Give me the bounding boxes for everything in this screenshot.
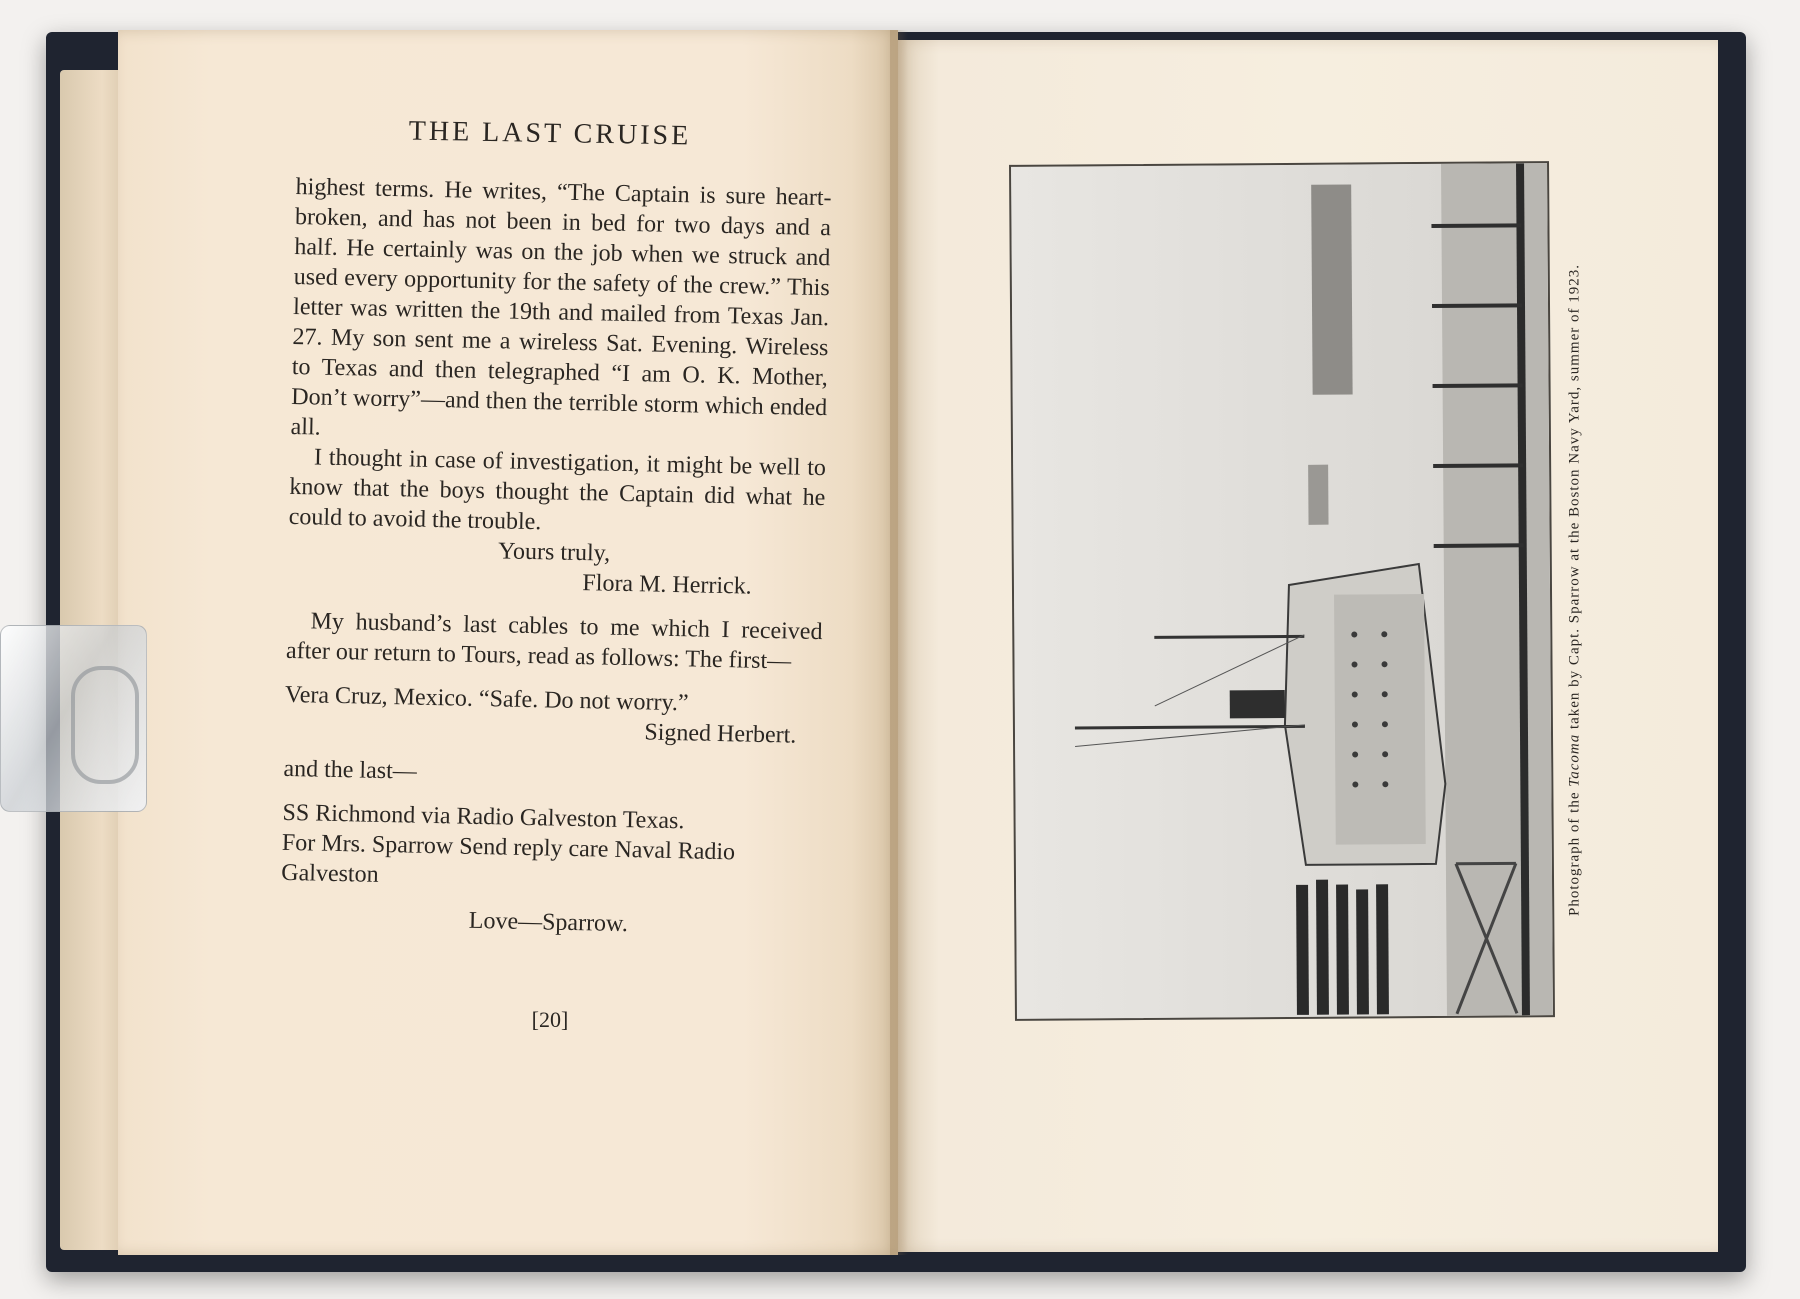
cable-signed-herbert: Signed Herbert. (644, 719, 797, 749)
left-page-text (280, 172, 832, 943)
ship-photograph (1009, 161, 1555, 1021)
signature: Flora M. Herrick. (582, 570, 752, 600)
glass-ring (71, 666, 139, 784)
photo-caption-text (1567, 264, 1584, 916)
running-head: THE LAST CRUISE (408, 115, 692, 152)
cable-richmond-line2: For Mrs. Sparrow Send reply care Naval Radio Galveston (281, 829, 736, 888)
caption-prefix: Photograph of the (1566, 791, 1583, 916)
glass-page-weight (0, 625, 147, 812)
paragraph-letter: highest terms. He writes, “The Captain is sure heart-broken, and has not been in bed for two days and a half. He certainly was on the job when we struck and used every opportunity for the safety of the crew.” This letter was written the 19th and mailed from Texas Jan. 27. My son sent me a wireless Sat. Evening. Wireless to Texas and then telegraphed “I am O. K. Mother, Don’t worry”—and then the terrible storm which ended all. (290, 173, 832, 441)
cable-richmond-line1: SS Richmond via Radio Galveston Texas. (282, 799, 685, 835)
caption-ship-name: Tacoma (1566, 733, 1583, 787)
cable-vera-cruz: Vera Cruz, Mexico. “Safe. Do not worry.” (284, 681, 689, 717)
book-gutter (890, 30, 908, 1255)
paragraph-cables: My husband’s last cables to me which I received after our return to Tours, read as follows: The first— (285, 608, 823, 675)
and-the-last: and the last— (283, 755, 418, 785)
ship-photo-illustration (1011, 163, 1553, 1019)
cable-love-sparrow: Love—Sparrow. (468, 907, 629, 938)
closing: Yours truly, (497, 538, 611, 567)
page-number: [20] (531, 1007, 569, 1032)
caption-suffix: taken by Capt. Sparrow at the Boston Navy Yard, summer of 1923. (1566, 264, 1583, 730)
paragraph-investigation: I thought in case of investigation, it might be well to know that the boys thought the Captain did what he could to avoid the trouble. (288, 444, 827, 536)
